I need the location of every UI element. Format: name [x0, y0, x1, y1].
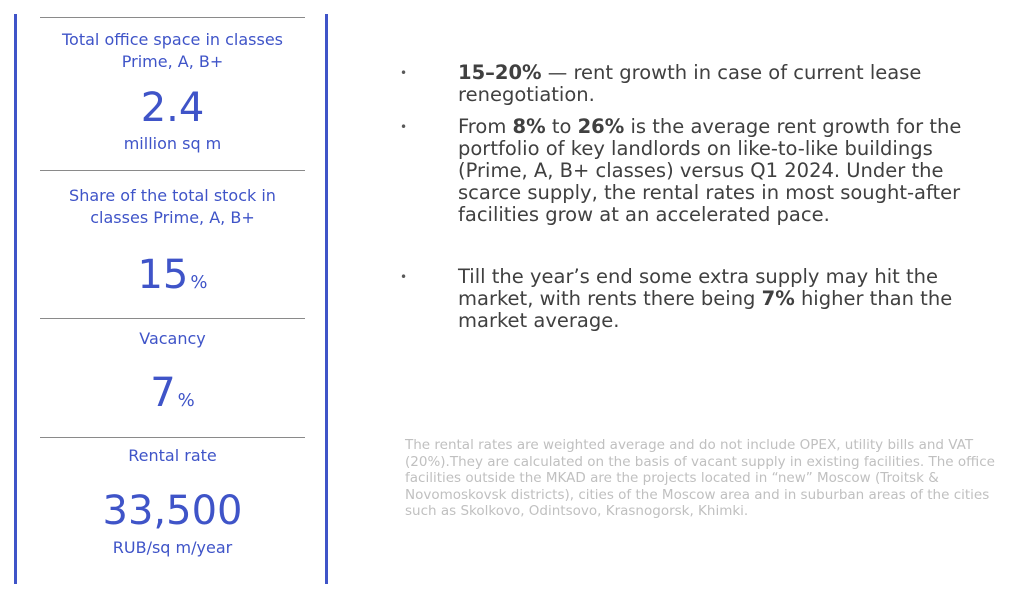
sidebar-left-border	[14, 14, 17, 584]
stat-vacancy-label: Vacancy	[139, 329, 206, 348]
bullet-2-highlight-a: 8%	[512, 115, 546, 138]
bullet-2-highlight-b: 26%	[577, 115, 625, 138]
bullet-3-text-a: Till the year’s end some extra supply may hit the market, with rents there being	[458, 265, 938, 310]
bullet-text-1	[458, 62, 998, 106]
stat-rental-label: Rental rate	[128, 446, 217, 465]
bullet-dot: •	[400, 270, 408, 284]
bullet-1-highlight: 15–20%	[458, 61, 542, 84]
bullet-text-3	[458, 266, 998, 332]
stat-share-label: Share of the total stock in classes Prime, A, B+	[69, 186, 276, 227]
stat-total-space-label: Total office space in classes Prime, A, B+	[61, 30, 284, 71]
stat-vacancy-value: 7	[150, 370, 176, 416]
stat-rental-value: 33,500	[102, 488, 243, 534]
bullet-3-text-b: higher than the market average.	[458, 287, 953, 332]
stat-share-unit: %	[190, 272, 208, 293]
stat-total-space-unit: million sq m	[123, 134, 222, 153]
footnote: The rental rates are weighted average and do not include OPEX, utility bills and VAT (20%).They are calculated on the basis of vacant supply in existing facilities. The office facilities outside the MKAD are the projects located in “new” Moscow (Troitsk & Novomoskovsk districts), cities of the Moscow area and in suburban areas of the cities such as Skolkovo, Odintsovo, Krasnogorsk, Khimki.	[405, 437, 995, 519]
bullet-3-highlight: 7%	[761, 287, 795, 310]
sidebar-right-border	[325, 14, 328, 584]
bullet-dot: •	[400, 66, 408, 80]
stat-share-value: 15	[137, 252, 189, 298]
divider-top	[40, 17, 305, 18]
divider-3	[40, 437, 305, 438]
stat-vacancy-value-row	[40, 370, 305, 424]
stat-total-space-value: 2.4	[140, 85, 205, 131]
divider-2	[40, 318, 305, 319]
bullet-text-2	[458, 116, 998, 226]
stat-share-value-row	[40, 252, 305, 306]
bullet-1-text: — rent growth in case of current lease renegotiation.	[458, 61, 922, 106]
stat-rental-unit: RUB/sq m/year	[112, 538, 233, 557]
bullet-2-text-b: to	[545, 115, 578, 138]
bullet-dot: •	[400, 120, 408, 134]
bullet-2-text-a: From	[458, 115, 513, 138]
divider-1	[40, 170, 305, 171]
bullet-2-text-c: is the average rent growth for the portfolio of key landlords on like-to-like buildings (Prime, A, B+ classes) versus Q1 2024. Under the scarce supply, the rental rates in most sought-after facilities grow at an accelerated pace.	[458, 115, 962, 226]
stat-vacancy-unit: %	[177, 390, 195, 411]
